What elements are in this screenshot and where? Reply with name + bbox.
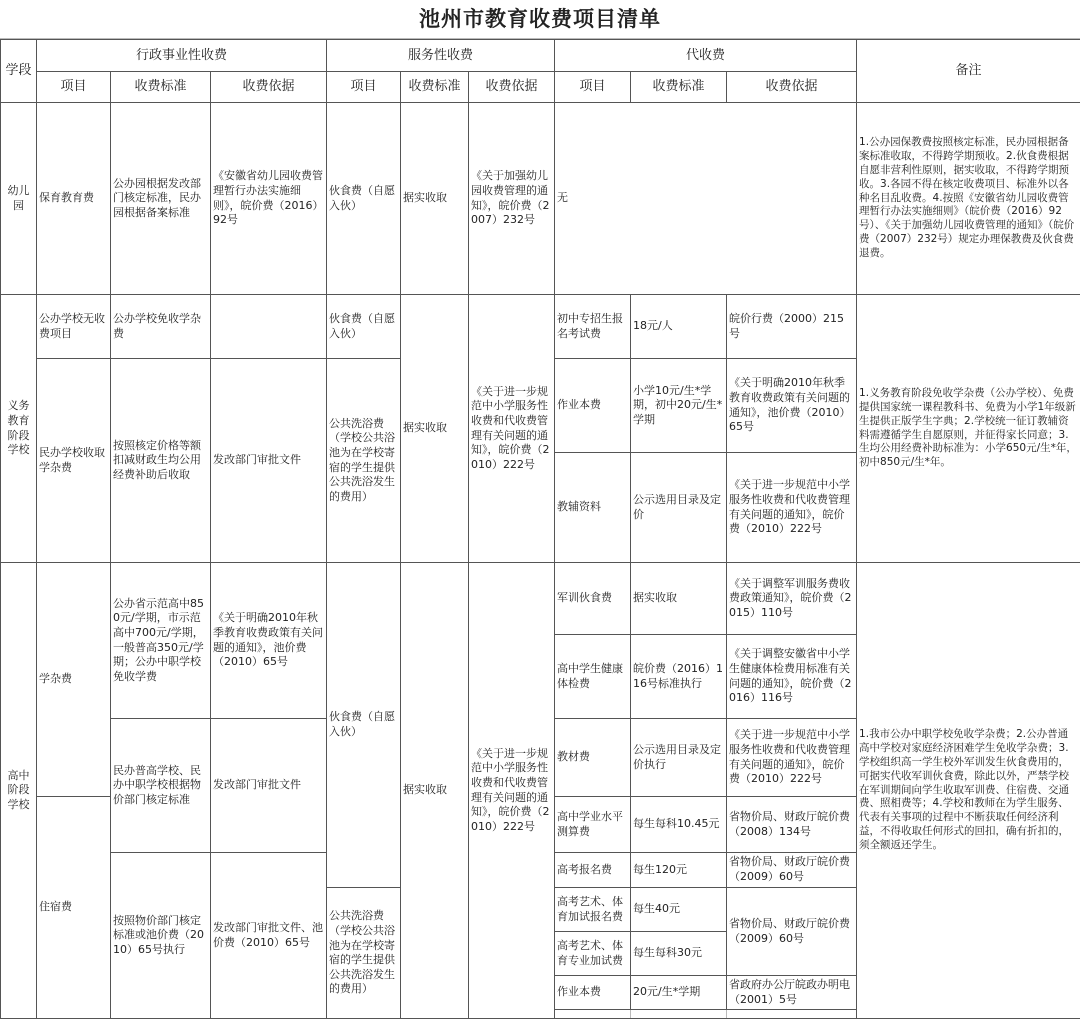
cell: 省政府办公厅皖政办明电（2001）5号 (727, 976, 857, 1010)
cell: 省物价局、财政厅皖价费（2009）60号 (727, 888, 857, 976)
header-agency-fees: 代收费 (555, 40, 857, 72)
cell: 据实收取 (401, 295, 469, 563)
cell: 《关于进一步规范中小学服务性收费和代收费管理有关问题的通知》，皖价费（2010）222号 (469, 563, 555, 1019)
cell: 皖价行费（2000）215号 (727, 295, 857, 359)
cell: 18元/人 (631, 295, 727, 359)
cell: 公办学校无收费项目 (37, 295, 111, 359)
cell: 军训伙食费 (555, 563, 631, 635)
cell (727, 1010, 857, 1019)
cell: 教辅资料 (555, 453, 631, 563)
cell: 教材费 (555, 719, 631, 797)
cell: 高考报名费 (555, 853, 631, 888)
header-stage: 学段 (1, 40, 37, 103)
cell: 学杂费 (37, 563, 111, 797)
cell: 《关于调整军训服务费收费政策通知》，皖价费（2015）110号 (727, 563, 857, 635)
header-agency-basis: 收费依据 (727, 72, 857, 103)
cell: 高考艺术、体育加试报名费 (555, 888, 631, 932)
header-service-basis: 收费依据 (469, 72, 555, 103)
cell: 公办省示范高中850元/学期，市示范高中700元/学期，一般普高350元/学期；公办中职学校免收学费 (111, 563, 211, 719)
stage-kindergarten: 幼儿园 (1, 103, 37, 295)
cell: 《关于进一步规范中小学服务性收费和代收费管理有关问题的通知》，皖价费（2010）222号 (727, 453, 857, 563)
cell: 公示选用目录及定价 (631, 453, 727, 563)
cell: 皖价费（2016）116号标准执行 (631, 635, 727, 719)
cell: 《安徽省幼儿园收费管理暂行办法实施细则》，皖价费（2016）92号 (211, 103, 327, 295)
cell: 住宿费 (37, 797, 111, 1019)
header-remarks: 备注 (857, 40, 1080, 103)
cell: 作业本费 (555, 976, 631, 1010)
header-admin-basis: 收费依据 (211, 72, 327, 103)
cell: 公共洗浴费（学校公共浴池为在学校寄宿的学生提供公共洗浴发生的费用） (327, 888, 401, 1019)
cell: 公示选用目录及定价执行 (631, 719, 727, 797)
cell: 按照物价部门核定标准或池价费（2010）65号执行 (111, 853, 211, 1019)
remarks-highschool: 1.我市公办中职学校免收学杂费；2.公办普通高中学校对家庭经济困难学生免收学杂费；3.学校组织高一学生校外军训发生伙食费用的，可据实代收军训伙食费，除此以外，严禁学校在军训期间向学生收取军训费、住宿费、交通费、照相费等；4.学校和教师在为学生服务、代表有关事项的过程中不断获取任何经济利益，不得收取任何形式的回扣，确有折扣的，须全额返还学生。 (857, 563, 1080, 1019)
cell: 高中学生健康体检费 (555, 635, 631, 719)
header-service-fees: 服务性收费 (327, 40, 555, 72)
header-admin-fees: 行政事业性收费 (37, 40, 327, 72)
cell: 保育教育费 (37, 103, 111, 295)
stage-highschool: 高中阶段学校 (1, 563, 37, 1019)
cell: 无 (555, 103, 857, 295)
cell: 《关于进一步规范中小学服务性收费和代收费管理有关问题的通知》，皖价费（2010）222号 (727, 719, 857, 797)
cell: 每生40元 (631, 888, 727, 932)
cell: 伙食费（自愿入伙） (327, 103, 401, 295)
cell: 伙食费（自愿入伙） (327, 295, 401, 359)
cell: 伙食费（自愿入伙） (327, 563, 401, 888)
stage-compulsory: 义务教育阶段学校 (1, 295, 37, 563)
cell: 据实收取 (401, 103, 469, 295)
cell: 按照核定价格等额扣减财政生均公用经费补助后收取 (111, 359, 211, 563)
cell: 高考艺术、体育专业加试费 (555, 932, 631, 976)
cell (631, 1010, 727, 1019)
cell: 公共洗浴费（学校公共浴池为在学校寄宿的学生提供公共洗浴发生的费用） (327, 359, 401, 563)
cell: 《关于明确2010年秋季教育收费政策有关问题的通知》，池价费（2010）65号 (727, 359, 857, 453)
header-agency-standard: 收费标准 (631, 72, 727, 103)
cell: 《关于明确2010年秋季教育收费政策有关问题的通知》，池价费（2010）65号 (211, 563, 327, 719)
cell: 省物价局、财政厅皖价费（2009）60号 (727, 853, 857, 888)
cell: 《关于进一步规范中小学服务性收费和代收费管理有关问题的通知》，皖价费（2010）222号 (469, 295, 555, 563)
cell: 20元/生*学期 (631, 976, 727, 1010)
cell: 省物价局、财政厅皖价费（2008）134号 (727, 797, 857, 853)
cell: 发改部门审批文件、池价费（2010）65号 (211, 853, 327, 1019)
cell: 发改部门审批文件 (211, 719, 327, 853)
fee-table (0, 39, 1080, 1019)
cell (555, 1010, 631, 1019)
cell (211, 295, 327, 359)
cell: 作业本费 (555, 359, 631, 453)
header-service-standard: 收费标准 (401, 72, 469, 103)
cell: 公办学校免收学杂费 (111, 295, 211, 359)
remarks-compulsory: 1.义务教育阶段免收学杂费（公办学校）、免费提供国家统一课程教科书、免费为小学1年级新生提供正版学生字典；2.学校统一征订教辅资料需遵循学生自愿原则，并征得家长同意；3.生均公用经费补助标准为：小学650元/生*年，初中850元/生*年。 (857, 295, 1080, 563)
header-admin-item: 项目 (37, 72, 111, 103)
cell: 初中专招生报名考试费 (555, 295, 631, 359)
cell: 高中学业水平测算费 (555, 797, 631, 853)
page-title: 池州市教育收费项目清单 (0, 0, 1080, 39)
table-row (1, 103, 1080, 295)
cell: 据实收取 (401, 563, 469, 1019)
cell: 小学10元/生*学期，初中20元/生*学期 (631, 359, 727, 453)
cell: 每生每科30元 (631, 932, 727, 976)
cell: 每生120元 (631, 853, 727, 888)
header-admin-standard: 收费标准 (111, 72, 211, 103)
cell: 《关于调整安徽省中小学生健康体检费用标准有关问题的通知》，皖价费（2016）116号 (727, 635, 857, 719)
cell: 每生每科10.45元 (631, 797, 727, 853)
remarks-kindergarten: 1.公办园保教费按照核定标准，民办园根据备案标准收取，不得跨学期预收。2.伙食费根据自愿非营利性原则，据实收取，不得跨学期预收。3.各园不得在核定收费项目、标准外以各种名目乱收费。4.按照《安徽省幼儿园收费管理暂行办法实施细则》（皖价费（2016）92号）、《关于加强幼儿园收费管理的通知》（皖价费（2007）232号）规定办理保教费及伙食费退费。 (857, 103, 1080, 295)
header-agency-item: 项目 (555, 72, 631, 103)
cell: 发改部门审批文件 (211, 359, 327, 563)
header-service-item: 项目 (327, 72, 401, 103)
table-row (1, 563, 1080, 635)
cell: 公办园根据发改部门核定标准，民办园根据备案标准 (111, 103, 211, 295)
table-row (1, 295, 1080, 359)
cell: 《关于加强幼儿园收费管理的通知》，皖价费（2007）232号 (469, 103, 555, 295)
cell: 据实收取 (631, 563, 727, 635)
cell: 民办学校收取学杂费 (37, 359, 111, 563)
cell: 民办普高学校、民办中职学校根据物价部门核定标准 (111, 719, 211, 853)
